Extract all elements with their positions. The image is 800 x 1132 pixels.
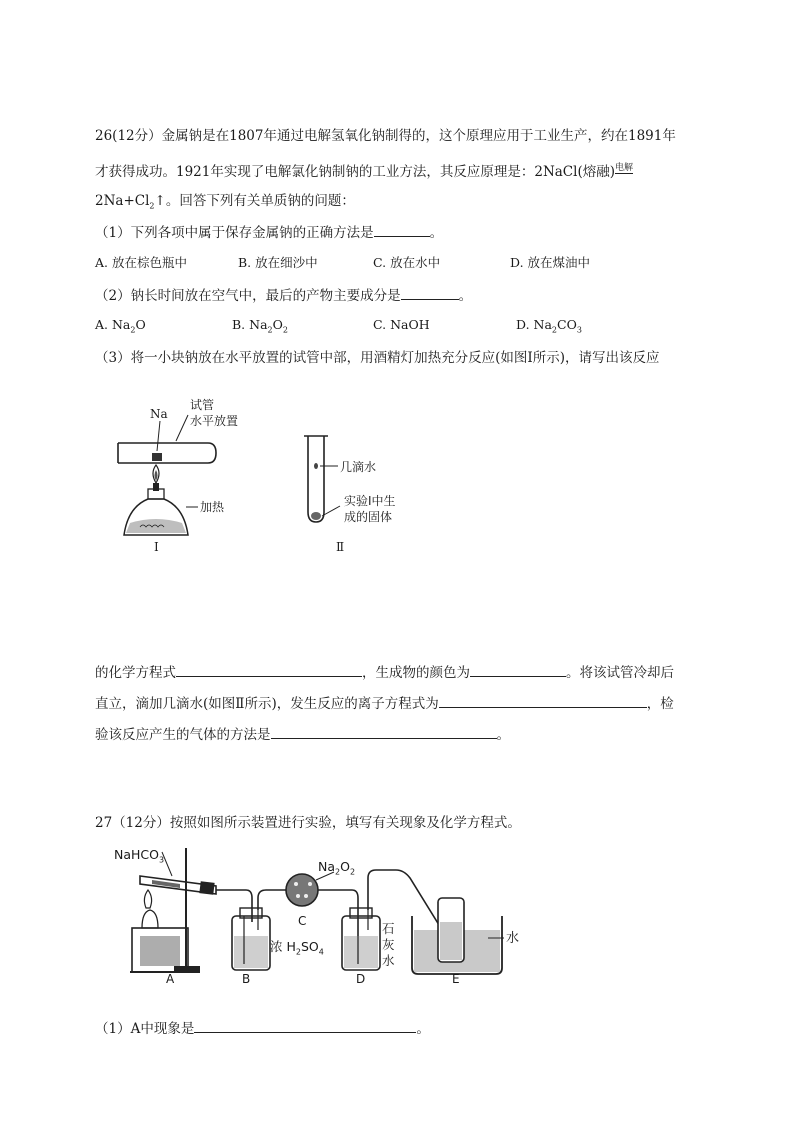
answer-blank[interactable] [401, 285, 459, 300]
electrolysis-label: 电解 [615, 163, 634, 173]
answer-blank-ionic[interactable] [439, 693, 647, 708]
answer-blank-equation[interactable] [176, 662, 362, 677]
fig2-caption: Ⅱ [336, 540, 345, 554]
fig1-na-label: Na [150, 407, 168, 421]
q26-sub2-option-c: C. NaOH [373, 317, 430, 332]
answer-blank[interactable] [374, 222, 430, 237]
q26-sub3-cont1: 的化学方程式 ，生成物的颜色为 。将该试管冷却后 [95, 662, 674, 683]
apparatus-label-d: D [356, 972, 366, 986]
answer-blank-gas-test[interactable] [271, 724, 497, 739]
q26-sub2-question: （2）钠长时间放在空气中，最后的产物主要成分是 。 [95, 285, 472, 306]
fig2-solid-label2: 成的固体 [344, 510, 393, 524]
apparatus-label-b: B [242, 972, 251, 986]
nahco3-label: NaHCO$_3$ [114, 847, 165, 865]
fig2-solid-label1: 实验Ⅰ中生 [344, 494, 396, 508]
q26-sub1-option-b: B. 放在细沙中 [238, 255, 318, 270]
fig1-tube-label2: 水平放置 [190, 414, 239, 428]
apparatus-label-a: A [166, 972, 175, 986]
fig1-caption: Ⅰ [154, 540, 159, 554]
q27-title: 27（12分）按照如图所示装置进行实验，填写有关现象及化学方程式。 [95, 815, 521, 831]
apparatus-label-c: C [298, 914, 307, 928]
q26-line2: 才获得成功。1921年实现了电解氯化钠制钠的工业方法，其反应原理是：2NaCl(熔融)$^{电解}$ [95, 163, 634, 180]
h2so4-label: 浓 $H_2SO_4$ [270, 939, 324, 957]
limewater-label-3: 水 [382, 953, 395, 968]
q26-sub2-option-d: D. $Na_2CO_3$ [516, 317, 582, 335]
q26-sub1-option-a: A. 放在棕色瓶中 [95, 255, 187, 270]
fig2-water-label: 几滴水 [340, 460, 377, 474]
q26-sub3-cont2: 直立，滴加几滴水(如图Ⅱ所示)，发生反应的离子方程式为 ，检 [95, 693, 674, 714]
q26-sub2-option-b: B. $Na_2O_2$ [232, 317, 288, 335]
q26-sub3-cont3: 验该反应产生的气体的方法是 。 [95, 724, 510, 745]
q26-sub2-option-a: A. $Na_2O$ [95, 317, 146, 335]
apparatus-label-e: E [452, 972, 460, 986]
q26-sub1-option-d: D. 放在煤油中 [510, 255, 591, 270]
na2o2-label: $Na_2O_2$ [318, 859, 356, 877]
q27-sub1-question: （1）A中现象是 。 [95, 1018, 430, 1039]
limewater-label-1: 石 [382, 921, 395, 936]
water-label: 水 [506, 931, 520, 946]
fig1-tube-label1: 试管 [190, 398, 215, 412]
q26-line3: $2Na+Cl_2↑$。回答下列有关单质钠的问题： [95, 193, 355, 211]
q26-line1: 26(12分）金属钠是在1807年通过电解氢氧化钠制得的，这个原理应用于工业生产，约在1891年 [95, 128, 676, 144]
q26-sub1-question: （1）下列各项中属于保存金属钠的正确方法是 。 [95, 222, 443, 243]
q26-sub1-option-c: C. 放在水中 [373, 255, 441, 270]
q26-sub3-question: （3）将一小块钠放在水平放置的试管中部，用酒精灯加热充分反应(如图Ⅰ所示)，请写出该反应 [95, 350, 660, 366]
fig1-heat-label: 加热 [200, 500, 225, 514]
answer-blank-color[interactable] [470, 662, 566, 677]
limewater-label-2: 灰 [382, 937, 395, 952]
answer-blank-a-phenomenon[interactable] [194, 1018, 416, 1033]
